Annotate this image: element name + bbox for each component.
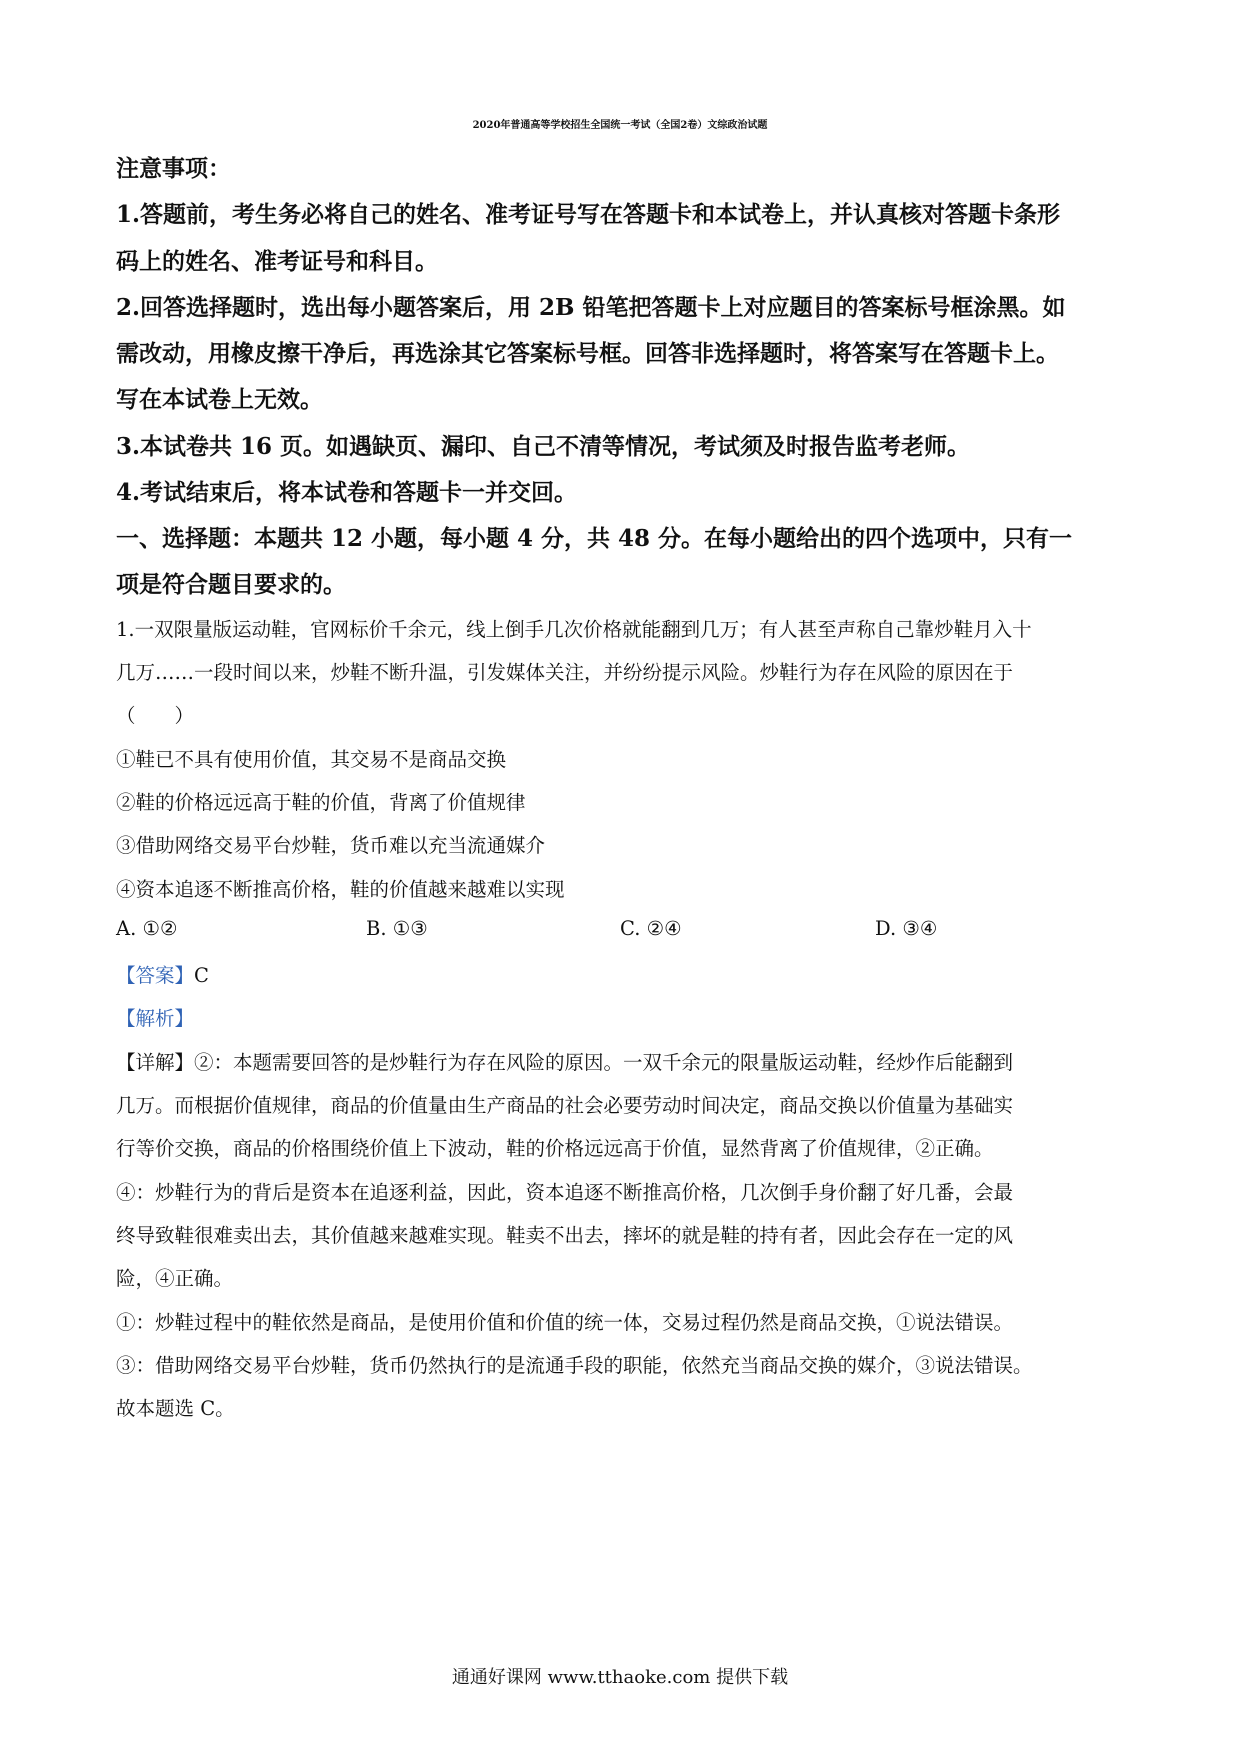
page-footer: 通通好课网 www.tthaoke.com 提供下载: [451, 1667, 789, 1688]
question-1-stem-line-2: 几万……一段时间以来，炒鞋不断升温，引发媒体关注，并纷纷提示风险。炒鞋行为存在风险的原因在于: [116, 661, 1014, 684]
question-1-statement: ①鞋已不具有使用价值，其交易不是商品交换: [116, 748, 507, 771]
question-1-stem-line-1: 1.一双限量版运动鞋，官网标价千余元，线上倒手几次价格就能翻到几万；有人甚至声称自己靠炒鞋月入十: [116, 618, 1032, 641]
notice-item-4: 4.考试结束后，将本试卷和答题卡一并交回。: [116, 479, 578, 506]
notice-item-2-line-3: 写在本试卷上无效。: [116, 386, 323, 413]
notice-item-1-line-1: 1.答题前，考生务必将自己的姓名、准考证号写在答题卡和本试卷上，并认真核对答题卡条形: [116, 201, 1061, 228]
analysis-label: 【解析】: [116, 1007, 195, 1030]
page-title: 2020年普通高等学校招生全国统一考试（全国2卷）文综政治试题: [472, 120, 768, 131]
question-1-statement: ④资本追逐不断推高价格，鞋的价值越来越难以实现: [116, 878, 565, 901]
notice-heading: 注意事项：: [116, 155, 231, 182]
option-a: A. ①②: [116, 917, 178, 940]
option-b: B. ①③: [366, 917, 428, 940]
detail-line: 【详解】②：本题需要回答的是炒鞋行为存在风险的原因。一双千余元的限量版运动鞋，经炒作后能翻到: [116, 1051, 1014, 1074]
section-heading-line-1: 一、选择题：本题共 12 小题，每小题 4 分，共 48 分。在每小题给出的四个选项中，只有一: [116, 525, 1073, 552]
detail-line: 行等价交换，商品的价格围绕价值上下波动，鞋的价格远远高于价值，显然背离了价值规律，②正确。: [116, 1137, 994, 1160]
question-1-statement: ③借助网络交易平台炒鞋，货币难以充当流通媒介: [116, 834, 546, 857]
answer-label: 【答案】: [116, 964, 195, 987]
option-d: D. ③④: [875, 917, 938, 940]
detail-line: 故本题选 C。: [116, 1397, 235, 1420]
detail-line: 险，④正确。: [116, 1267, 234, 1290]
detail-line: 终导致鞋很难卖出去，其价值越来越难实现。鞋卖不出去，摔坏的就是鞋的持有者，因此会存在一定的风: [116, 1224, 1014, 1247]
notice-item-3: 3.本试卷共 16 页。如遇缺页、漏印、自己不清等情况，考试须及时报告监考老师。: [116, 433, 971, 460]
notice-item-2-line-1: 2.回答选择题时，选出每小题答案后，用 2B 铅笔把答题卡上对应题目的答案标号框涂黑。如: [116, 294, 1066, 321]
option-c: C. ②④: [620, 917, 682, 940]
section-heading-line-2: 项是符合题目要求的。: [116, 571, 346, 598]
notice-item-1-line-2: 码上的姓名、准考证号和科目。: [116, 248, 438, 275]
question-1-stem-line-3: （ ）: [116, 704, 195, 727]
detail-line: 几万。而根据价值规律，商品的价值量由生产商品的社会必要劳动时间决定，商品交换以价值量为基础实: [116, 1094, 1014, 1117]
detail-line: ③：借助网络交易平台炒鞋，货币仍然执行的是流通手段的职能，依然充当商品交换的媒介，③说法错误。: [116, 1354, 1033, 1377]
answer-line: [116, 960, 209, 988]
detail-line: ①：炒鞋过程中的鞋依然是商品，是使用价值和价值的统一体，交易过程仍然是商品交换，①说法错误。: [116, 1311, 1014, 1334]
question-1-statement: ②鞋的价格远远高于鞋的价值，背离了价值规律: [116, 791, 526, 814]
notice-item-2-line-2: 需改动，用橡皮擦干净后，再选涂其它答案标号框。回答非选择题时，将答案写在答题卡上。: [116, 340, 1059, 367]
detail-line: ④：炒鞋行为的背后是资本在追逐利益，因此，资本追逐不断推高价格，几次倒手身价翻了好几番，会最: [116, 1181, 1014, 1204]
answer-value: C: [194, 964, 209, 987]
